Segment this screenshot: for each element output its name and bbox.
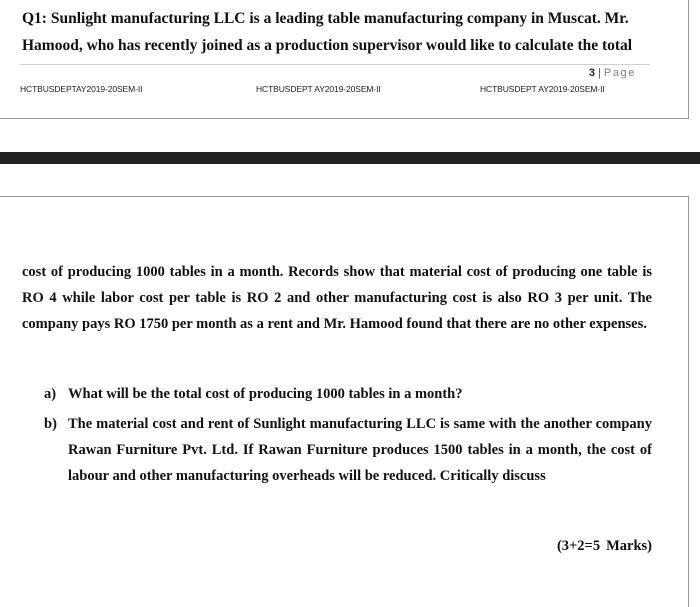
sub-question-a [44, 381, 652, 407]
question-line-2: Hamood, who has recently joined as a production supervisor would like to calculate the total [22, 37, 633, 54]
page-number-separator: | [598, 67, 601, 79]
page-top-sheet [0, 0, 689, 119]
footer-right: HCTBUSDEPT AY2019-20SEM-II [480, 84, 605, 94]
marks-label: Marks) [606, 538, 652, 554]
page-number [589, 67, 636, 79]
sub-question-b-text: The material cost and rent of Sunlight manufacturing LLC is same with the another company Rawan Furniture Pvt. Ltd. If Rawan Furniture produces 1500 tables in a month, the cost of labour and other manufacturing overheads will be reduced. Critically discuss [68, 416, 652, 484]
sub-question-list [44, 381, 652, 493]
page-number-value: 3 [588, 67, 596, 79]
question-paragraph: cost of producing 1000 tables in a month. Records show that material cost of producing one table is RO 4 while labor cost per table is RO 2 and other manufacturing cost is also RO 3 per unit. The company pays RO 1750 per month as a rent and Mr. Hamood found that there are no other expenses. [22, 264, 652, 332]
question-line-1: Q1: Sunlight manufacturing LLC is a leading table manufacturing company in Muscat. Mr. [22, 10, 629, 27]
sub-question-a-text: What will be the total cost of producing 1000 tables in a month? [68, 386, 463, 402]
page-gap-band [0, 152, 700, 164]
footer-center: HCTBUSDEPT AY2019-20SEM-II [256, 84, 381, 94]
footer-left: HCTBUSDEPTAY2019-20SEM-II [20, 84, 143, 94]
page-label: Page [603, 67, 636, 79]
footer-divider [20, 64, 650, 65]
sub-question-b [44, 411, 652, 489]
sub-question-a-marker: a) [44, 386, 57, 402]
sub-question-b-marker: b) [44, 416, 57, 432]
marks-allocation [557, 538, 652, 555]
marks-value: (3+2=5 [556, 538, 601, 554]
